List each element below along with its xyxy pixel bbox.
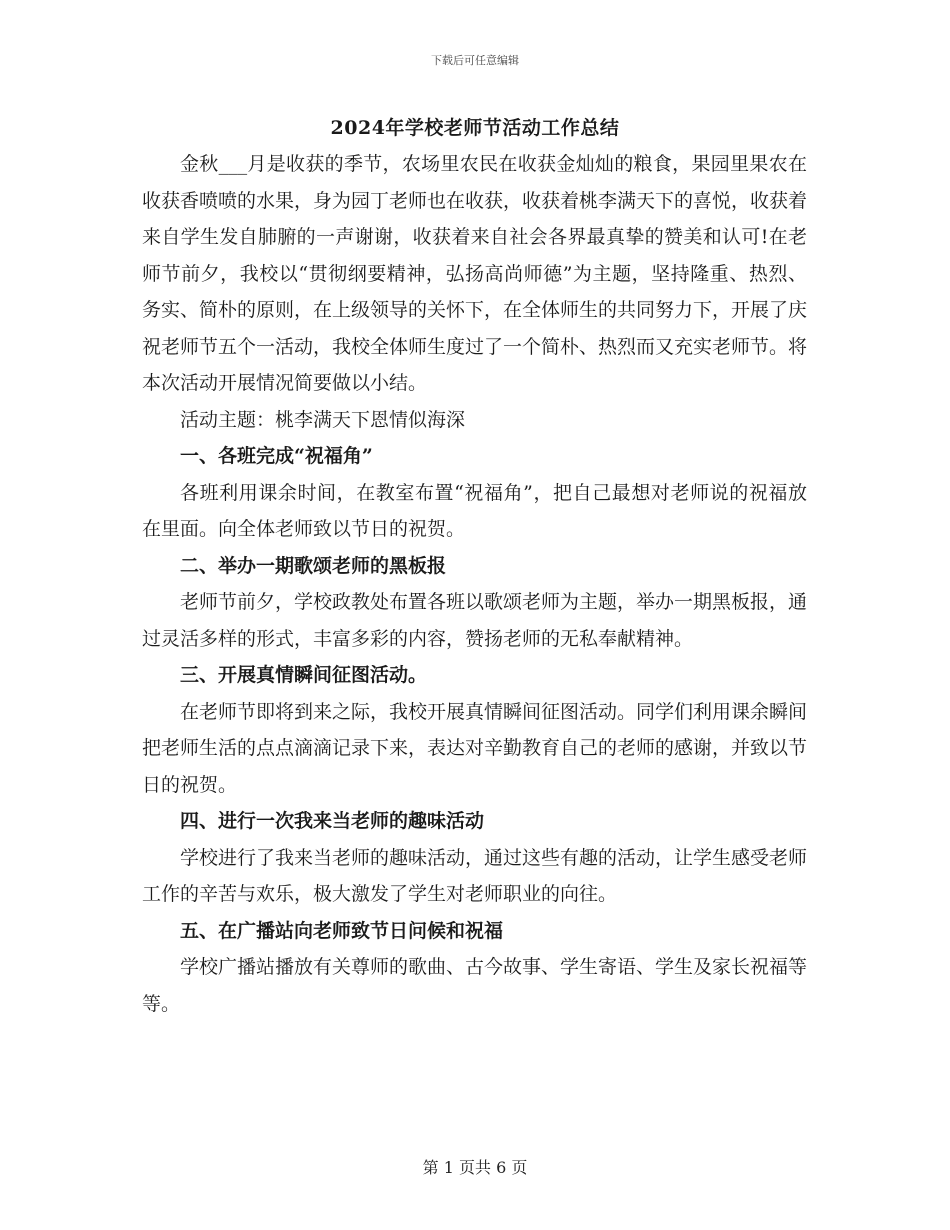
section-body-1: 各班利用课余时间，在教室布置“祝福角”，把自己最想对老师说的祝福放在里面。向全体老师致以节日的祝贺。 (142, 481, 807, 540)
section-heading-2: 二、举办一期歌颂老师的黑板报 (180, 554, 447, 577)
section-body-2: 老师节前夕，学校政教处布置各班以歌颂老师为主题，举办一期黑板报，通过灵活多样的形式，丰富多彩的内容，赞扬老师的无私奉献精神。 (142, 591, 808, 650)
section-heading-1: 一、各班完成“祝福角” (180, 445, 373, 467)
section-heading-4: 四、进行一次我来当老师的趣味活动 (180, 810, 485, 832)
page-header-note: 下载后可任意编辑 (431, 54, 519, 67)
section-body-4: 学校进行了我来当老师的趣味活动，通过这些有趣的活动，让学生感受老师工作的辛苦与欢乐，极大激发了学生对老师职业的向往。 (142, 846, 808, 905)
section-heading-5: 五、在广播站向老师致节日问候和祝福 (180, 919, 504, 942)
section-body-3: 在老师节即将到来之际，我校开展真情瞬间征图活动。同学们利用课余瞬间把老师生活的点点滴滴记录下来，表达对辛勤教育自己的老师的感谢，并致以节日的祝贺。 (142, 700, 808, 796)
document-title: 2024年学校老师节活动工作总结 (330, 117, 620, 139)
intro-paragraph: 金秋___月是收获的季节，农场里农民在收获金灿灿的粮食，果园里果农在收获香喷喷的水果，身为园丁老师也在收获，收获着桃李满天下的喜悦，收获着来自学生发自肺腑的一声谢谢，收获着来自社会各界最真挚的赞美和认可!在老师节前夕，我校以“贯彻纲要精神，弘扬高尚师德”为主题，坚持隆重、热烈、务实、简朴的原则，在上级领导的关怀下，在全体师生的共同努力下，开展了庆祝老师节五个一活动，我校全体师生度过了一个简朴、热烈而又充实老师节。将本次活动开展情况简要做以小结。 (142, 153, 808, 394)
section-heading-3: 三、开展真情瞬间征图活动。 (180, 664, 428, 686)
document-body (142, 146, 807, 1022)
theme-paragraph: 活动主题：桃李满天下恩情似海深 (180, 408, 466, 431)
page-number: 第 1 页共 6 页 (422, 1158, 528, 1177)
section-body-5: 学校广播站播放有关尊师的歌曲、古今故事、学生寄语、学生及家长祝福等等。 (142, 956, 808, 1015)
